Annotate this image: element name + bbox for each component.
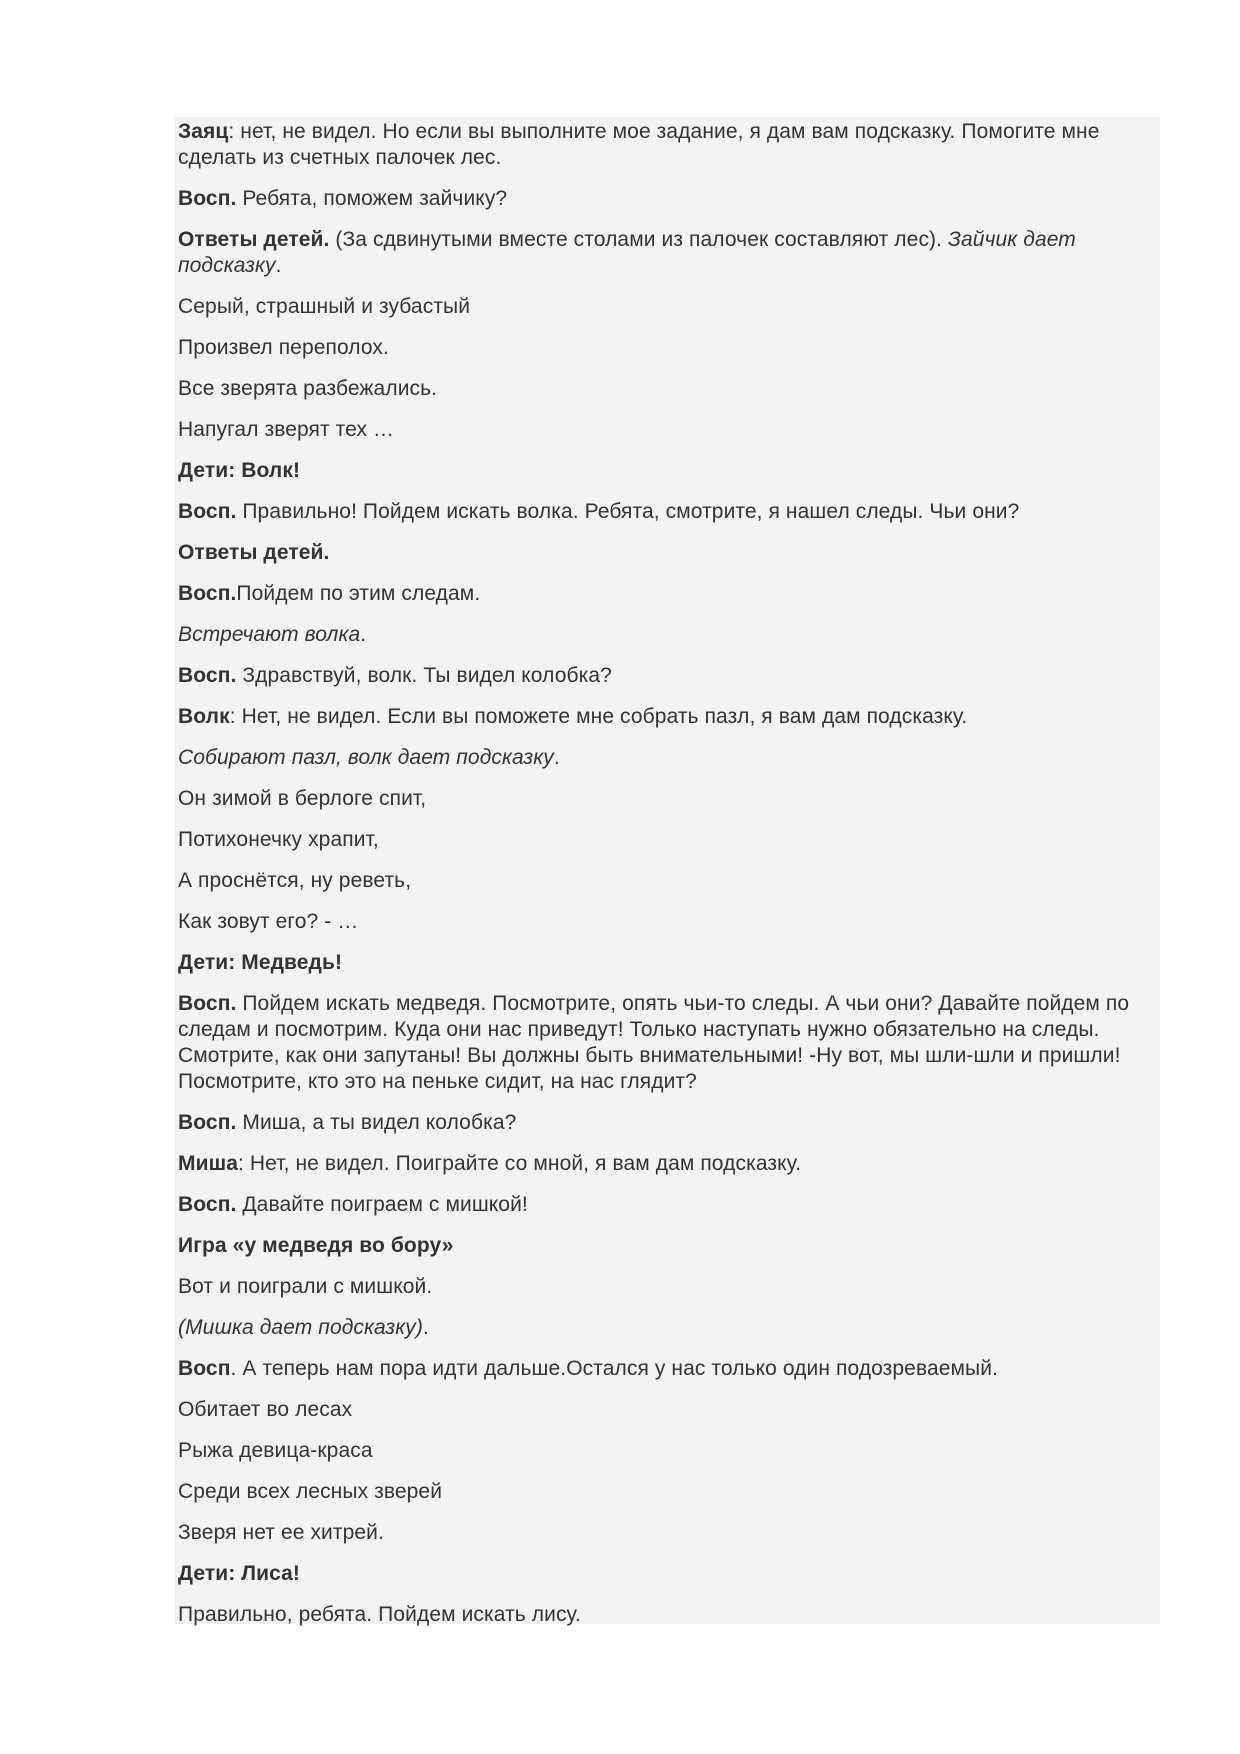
speaker-label: Ответы детей. (178, 228, 330, 251)
speaker-label: Восп. (178, 1111, 237, 1134)
paragraph-text: . (275, 254, 282, 277)
paragraph-teacher (178, 499, 1138, 525)
speaker-label: Восп. (178, 582, 237, 605)
paragraph-hare-reply (178, 119, 1138, 171)
text-block (174, 117, 1160, 1624)
speaker-label: Дети: Медведь! (178, 951, 343, 974)
stage-direction: Собирают пазл, волк дает подсказку (178, 746, 554, 769)
paragraph-text: Как зовут его? - … (178, 910, 359, 933)
riddle-line (178, 786, 1138, 812)
paragraph-text: Рыжа девица-краса (178, 1439, 373, 1462)
stage-direction: Встречают волка (178, 623, 361, 646)
riddle-line (178, 1397, 1138, 1423)
paragraph-text: Правильно! Пойдем искать волка. Ребята, смотрите, я нашел следы. Чьи они? (236, 500, 1020, 523)
children-answer (178, 458, 1138, 484)
speaker-label: Восп. (178, 187, 237, 210)
paragraph-wolf-reply (178, 704, 1138, 730)
paragraph-text: Здравствуй, волк. Ты видел колобка? (236, 664, 612, 687)
paragraph-text: (За сдвинутыми вместе столами из палочек составляют лес). (329, 228, 949, 251)
paragraph-text: Ребята, поможем зайчику? (236, 187, 508, 210)
paragraph-children-answers (178, 227, 1138, 279)
paragraph-text: Обитает во лесах (178, 1398, 353, 1421)
text-body (174, 119, 1138, 1628)
speaker-label: Восп. (178, 1193, 237, 1216)
speaker-label: Миша (178, 1152, 238, 1175)
paragraph-text: Пойдем искать медведя. Посмотрите, опять чьи-то следы. А чьи они? Давайте пойдем по следам и посмотрим. Куда они нас приведут! Только наступать нужно обязательно на следы. Смотрите, как они запутаны! Вы должны быть внимательными! -Ну вот, мы шли-шли и пришли! Посмотрите, кто это на пеньке сидит, на нас глядит? (178, 992, 1130, 1093)
speaker-label: Дети: Лиса! (178, 1562, 300, 1585)
paragraph-text: А проснётся, ну реветь, (178, 869, 412, 892)
stage-direction-line (178, 1315, 1138, 1341)
riddle-line (178, 827, 1138, 853)
speaker-label: Дети: Волк! (178, 459, 301, 482)
paragraph-text: . (360, 623, 367, 646)
paragraph-text: Правильно, ребята. Пойдем искать лису. (178, 1603, 581, 1626)
paragraph-teacher (178, 991, 1138, 1095)
speaker-label: Ответы детей. (178, 541, 330, 564)
riddle-line (178, 335, 1138, 361)
speaker-label: Восп. (178, 664, 237, 687)
stage-direction: (Мишка дает подсказку) (178, 1316, 423, 1339)
paragraph-text: Произвел переполох. (178, 336, 389, 359)
speaker-label: Восп. (178, 992, 237, 1015)
speaker-label: Восп (178, 1357, 231, 1380)
narration-line (178, 1602, 1138, 1628)
riddle-line (178, 868, 1138, 894)
speaker-label: Волк (178, 705, 230, 728)
paragraph-text: : Нет, не видел. Если вы поможете мне собрать пазл, я вам дам подсказку. (229, 705, 968, 728)
paragraph-text: : Нет, не видел. Поиграйте со мной, я вам дам подсказку. (238, 1152, 802, 1175)
children-answer (178, 950, 1138, 976)
paragraph-text: Пойдем по этим следам. (236, 582, 481, 605)
paragraph-teacher (178, 581, 1138, 607)
paragraph-text: Серый, страшный и зубастый (178, 295, 471, 318)
children-answer (178, 540, 1138, 566)
paragraph-text: Среди всех лесных зверей (178, 1480, 443, 1503)
paragraph-text: Он зимой в берлоге спит, (178, 787, 427, 810)
riddle-line (178, 417, 1138, 443)
paragraph-teacher (178, 663, 1138, 689)
riddle-line (178, 1520, 1138, 1546)
paragraph-text: . А теперь нам пора идти дальше.Остался у нас только один подозреваемый. (230, 1357, 999, 1380)
stage-direction-line (178, 622, 1138, 648)
paragraph-text: Все зверята разбежались. (178, 377, 438, 400)
riddle-line (178, 376, 1138, 402)
stage-direction: Зайчик дает подсказку (178, 228, 1076, 277)
paragraph-text: : нет, не видел. Но если вы выполните мое задание, я дам вам подсказку. Помогите мне сделать из счетных палочек лес. (178, 120, 1100, 169)
stage-direction-line (178, 745, 1138, 771)
game-title (178, 1233, 1138, 1259)
riddle-line (178, 1479, 1138, 1505)
paragraph-teacher (178, 1192, 1138, 1218)
paragraph-bear-reply (178, 1151, 1138, 1177)
paragraph-text: Напугал зверят тех … (178, 418, 395, 441)
paragraph-text: . (422, 1316, 429, 1339)
speaker-label: Заяц (178, 120, 229, 143)
paragraph-teacher (178, 186, 1138, 212)
riddle-line (178, 1438, 1138, 1464)
game-title-text: Игра «у медведя во бору» (178, 1234, 454, 1257)
narration-line (178, 1274, 1138, 1300)
paragraph-teacher (178, 1356, 1138, 1382)
speaker-label: Восп. (178, 500, 237, 523)
paragraph-text: Зверя нет ее хитрей. (178, 1521, 384, 1544)
paragraph-text: Миша, а ты видел колобка? (236, 1111, 517, 1134)
paragraph-text: Давайте поиграем с мишкой! (236, 1193, 528, 1216)
riddle-line (178, 909, 1138, 935)
paragraph-text: Вот и поиграли с мишкой. (178, 1275, 433, 1298)
riddle-line (178, 294, 1138, 320)
paragraph-text: . (553, 746, 560, 769)
paragraph-text: Потихонечку храпит, (178, 828, 379, 851)
children-answer (178, 1561, 1138, 1587)
paragraph-teacher (178, 1110, 1138, 1136)
